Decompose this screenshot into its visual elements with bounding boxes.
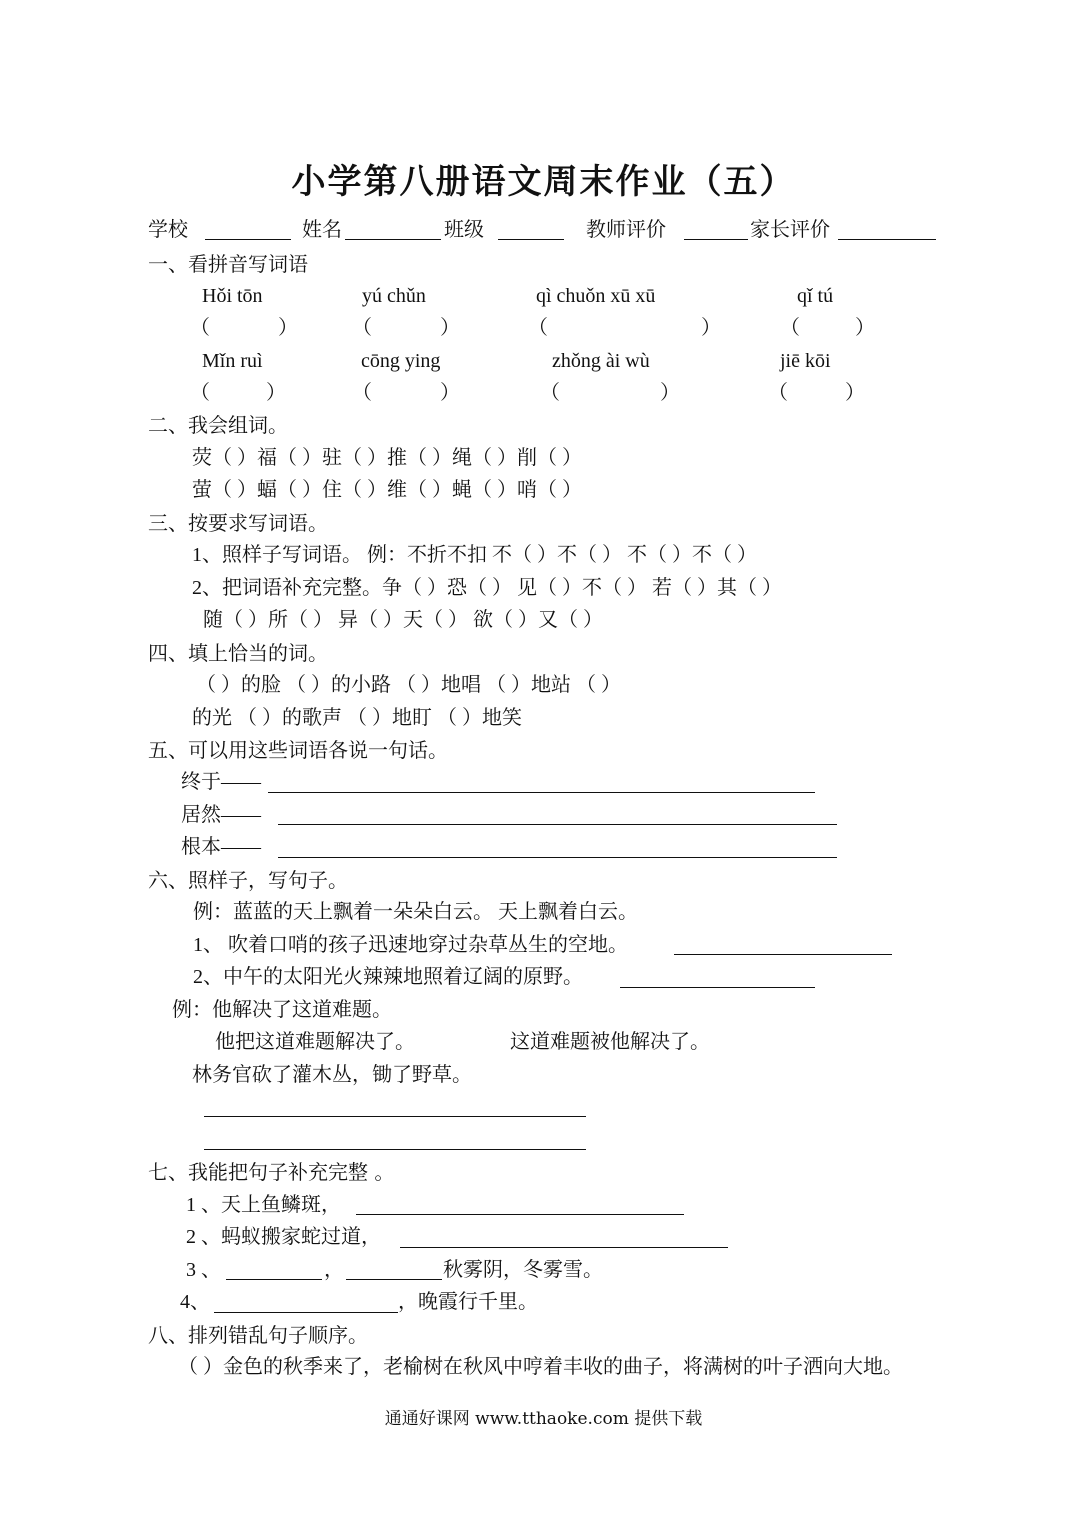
parent-eval-label: 家长评价 xyxy=(750,219,830,241)
paren-open: （ xyxy=(190,382,210,404)
s8-q1: （ ）金色的秋季来了，老榆树在秋风中哼着丰收的曲子，将满树的叶子洒向大地。 xyxy=(178,1356,903,1378)
pinyin-2-4: jiē kōi xyxy=(780,350,831,372)
paren-open: （ xyxy=(352,317,372,339)
paren-open: （ xyxy=(540,382,560,404)
s6-q2: 2、中午的太阳光火辣辣地照着辽阔的原野。 xyxy=(193,966,583,988)
paren-close: ） xyxy=(845,382,865,404)
s3-line-2: 2、把词语补充完整。争（ ）恐（ ） 见（ ）不（ ） 若（ ）其（ ） xyxy=(192,577,782,599)
s6-q1: 1、 吹着口哨的孩子迅速地穿过杂草丛生的空地。 xyxy=(193,934,628,956)
s6-q3-blank-2[interactable] xyxy=(204,1149,586,1150)
school-blank[interactable] xyxy=(205,239,291,240)
s5-blank-3[interactable] xyxy=(278,857,837,858)
teacher-eval-label: 教师评价 xyxy=(586,219,666,241)
page-title: 小学第八册语文周末作业（五） xyxy=(291,162,796,202)
s7-q4-blank[interactable] xyxy=(214,1312,398,1313)
pinyin-1-4: qǐ tú xyxy=(797,285,834,307)
section-1-heading: 一、看拼音写词语 xyxy=(148,252,308,276)
s5-item-2: 居然—— xyxy=(181,804,261,826)
pinyin-1-2: yú chǔn xyxy=(362,285,426,307)
s7-q3-suffix: 秋雾阴，冬雾雪。 xyxy=(443,1259,603,1281)
s7-q1: 1 、天上鱼鳞斑， xyxy=(186,1194,341,1216)
s5-blank-2[interactable] xyxy=(278,824,837,825)
s6-q3-blank-1[interactable] xyxy=(204,1116,586,1117)
word-group-row-2: 萤（ ）蝠（ ）住（ ）维（ ）蝇（ ）哨（ ） xyxy=(192,479,582,501)
paren-close: ） xyxy=(701,317,721,339)
s7-q3-prefix: 3 、 xyxy=(186,1259,221,1281)
name-blank[interactable] xyxy=(345,239,441,240)
s6-q2-blank[interactable] xyxy=(620,987,815,988)
school-label: 学校 xyxy=(148,219,188,241)
s7-q3-blank-2[interactable] xyxy=(346,1279,442,1280)
s5-item-1: 终于—— xyxy=(181,771,261,793)
paren-close: ） xyxy=(440,382,460,404)
section-3-heading: 三、按要求写词语。 xyxy=(148,511,328,535)
paren-open: （ xyxy=(190,317,210,339)
class-label: 班级 xyxy=(444,219,484,241)
paren-close: ） xyxy=(440,317,460,339)
s5-item-3: 根本—— xyxy=(181,836,261,858)
pinyin-1-1: Hǒi tōn xyxy=(202,285,263,307)
section-8-heading: 八、排列错乱句子顺序。 xyxy=(148,1323,368,1347)
s3-line-3: 随（ ）所（ ） 异（ ）天（ ） 欲（ ）又（ ） xyxy=(203,609,603,631)
s3-line-1: 1、照样子写词语。 例：不折不扣 不（ ）不（ ） 不（ ）不（ ） xyxy=(192,544,757,566)
s6-q3: 林务官砍了灌木丛，锄了野草。 xyxy=(192,1064,472,1086)
pinyin-2-2: cōng ying xyxy=(361,350,441,372)
footer: 通通好课网 www.tthaoke.com 提供下载 xyxy=(384,1409,703,1429)
s4-line-1: （ ）的脸 （ ）的小路 （ ）地唱 （ ）地站 （ ） xyxy=(196,674,621,696)
pinyin-1-3: qì chuǒn xū xū xyxy=(536,285,656,307)
paren-close: ） xyxy=(855,317,875,339)
s7-q3-separator: ， xyxy=(324,1259,344,1281)
paren-close: ） xyxy=(278,317,298,339)
s7-q3-blank-1[interactable] xyxy=(226,1279,322,1280)
section-7-heading: 七、我能把句子补充完整 。 xyxy=(148,1160,395,1184)
section-4-heading: 四、填上恰当的词。 xyxy=(148,641,328,665)
section-5-heading: 五、可以用这些词语各说一句话。 xyxy=(148,738,448,762)
class-blank[interactable] xyxy=(498,239,564,240)
s6-example-2a: 他把这道难题解决了。 xyxy=(215,1031,415,1053)
word-group-row-1: 荧（ ）福（ ）驻（ ）推（ ）绳（ ）削（ ） xyxy=(192,447,582,469)
s7-q2-blank[interactable] xyxy=(400,1247,728,1248)
paren-open: （ xyxy=(780,317,800,339)
s5-blank-1[interactable] xyxy=(268,792,815,793)
s6-example-2: 例：他解决了这道难题。 xyxy=(172,999,392,1021)
paren-open: （ xyxy=(352,382,372,404)
pinyin-2-3: zhǒng ài wù xyxy=(552,350,650,372)
s7-q2: 2 、蚂蚁搬家蛇过道， xyxy=(186,1226,381,1248)
teacher-eval-blank[interactable] xyxy=(684,239,748,240)
name-label: 姓名 xyxy=(302,219,342,241)
s6-example-1: 例：蓝蓝的天上飘着一朵朵白云。 天上飘着白云。 xyxy=(193,901,638,923)
paren-close: ） xyxy=(266,382,286,404)
paren-close: ） xyxy=(660,382,680,404)
s6-q1-blank[interactable] xyxy=(674,954,892,955)
paren-open: （ xyxy=(768,382,788,404)
s6-example-2b: 这道难题被他解决了。 xyxy=(510,1031,710,1053)
s4-line-2: 的光 （ ）的歌声 （ ）地盯 （ ）地笑 xyxy=(192,707,522,729)
s7-q1-blank[interactable] xyxy=(356,1214,684,1215)
pinyin-2-1: Mǐn ruì xyxy=(202,350,263,372)
parent-eval-blank[interactable] xyxy=(838,239,936,240)
section-6-heading: 六、照样子，写句子。 xyxy=(148,868,348,892)
s7-q4-prefix: 4、 xyxy=(180,1291,210,1313)
s7-q4-suffix: ，晚霞行千里。 xyxy=(398,1291,538,1313)
paren-open: （ xyxy=(528,317,548,339)
section-2-heading: 二、我会组词。 xyxy=(148,413,288,437)
